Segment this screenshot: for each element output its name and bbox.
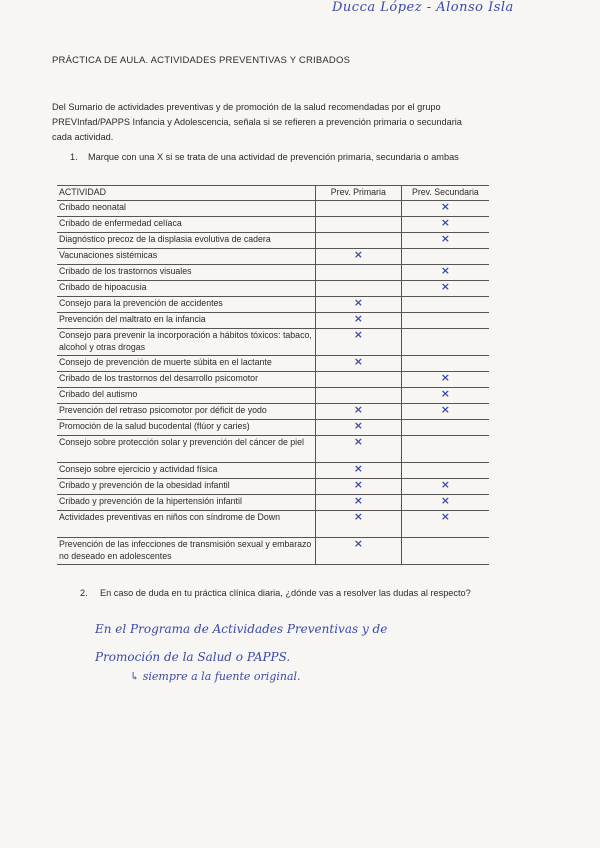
secundaria-mark: × [440, 232, 450, 245]
activity-cell: Cribado del autismo [57, 388, 315, 404]
activity-cell: Cribado de los trastornos del desarrollo psicomotor [57, 372, 315, 388]
table-row [57, 495, 489, 511]
primaria-mark: × [353, 462, 363, 475]
secundaria-cell [401, 329, 489, 356]
activity-cell: Consejo sobre ejercicio y actividad física [57, 463, 315, 479]
primaria-mark: × [353, 478, 363, 491]
secundaria-cell [401, 388, 489, 404]
primaria-cell [315, 404, 401, 420]
question-1-text: Marque con una X si se trata de una actividad de prevención primaria, secundaria o ambas [88, 152, 459, 162]
table-row [57, 201, 489, 217]
primaria-cell [315, 538, 401, 565]
secundaria-cell [401, 265, 489, 281]
primaria-cell [315, 313, 401, 329]
activity-cell: Cribado neonatal [57, 201, 315, 217]
secundaria-cell [401, 538, 489, 565]
primaria-mark: × [353, 419, 363, 432]
table-row [57, 436, 489, 463]
table-body [57, 201, 489, 565]
primaria-mark: × [353, 248, 363, 261]
primaria-cell [315, 297, 401, 313]
secundaria-cell [401, 249, 489, 265]
primaria-cell [315, 356, 401, 372]
secundaria-cell [401, 511, 489, 538]
secundaria-cell [401, 297, 489, 313]
primaria-mark: × [353, 403, 363, 416]
answer-line-2: Promoción de la Salud o PAPPS. [95, 650, 291, 664]
table-row [57, 404, 489, 420]
secundaria-cell [401, 495, 489, 511]
table-row [57, 297, 489, 313]
table-row [57, 217, 489, 233]
table-row [57, 511, 489, 538]
activity-cell: Consejo sobre protección solar y prevención del cáncer de piel [57, 436, 315, 463]
primaria-cell [315, 329, 401, 356]
page-title: PRÁCTICA DE AULA. ACTIVIDADES PREVENTIVAS Y CRIBADOS [52, 55, 351, 66]
secundaria-cell [401, 201, 489, 217]
table-row [57, 281, 489, 297]
table-row [57, 420, 489, 436]
secundaria-cell [401, 281, 489, 297]
secundaria-cell [401, 420, 489, 436]
secundaria-mark: × [440, 510, 450, 523]
table-header-row [57, 186, 489, 201]
secundaria-mark: × [440, 216, 450, 229]
primaria-cell [315, 281, 401, 297]
student-name-handwriting: Ducca López - Alonso Isla [332, 0, 514, 15]
primaria-mark: × [353, 312, 363, 325]
secundaria-mark: × [440, 200, 450, 213]
activity-cell: Prevención de las infecciones de transmisión sexual y embarazo no deseado en adolescentes [57, 538, 315, 565]
primaria-cell [315, 495, 401, 511]
activity-cell: Prevención del maltrato en la infancia [57, 313, 315, 329]
activity-cell: Actividades preventivas en niños con síndrome de Down [57, 511, 315, 538]
primaria-cell [315, 249, 401, 265]
activities-table [57, 185, 489, 565]
primaria-cell [315, 265, 401, 281]
table-row [57, 356, 489, 372]
question-2-text: En caso de duda en tu práctica clínica diaria, ¿dónde vas a resolver las dudas al respecto? [100, 588, 471, 598]
activity-cell: Consejo de prevención de muerte súbita en el lactante [57, 356, 315, 372]
question-1-number: 1. [70, 152, 78, 162]
answer-line-3: ↳ siempre a la fuente original. [130, 670, 301, 683]
header-prev-secundaria: Prev. Secundaria [401, 186, 489, 201]
primaria-cell [315, 420, 401, 436]
activity-cell: Diagnóstico precoz de la displasia evolutiva de cadera [57, 233, 315, 249]
table-row [57, 313, 489, 329]
primaria-cell [315, 233, 401, 249]
primaria-mark: × [353, 328, 363, 341]
secundaria-cell [401, 436, 489, 463]
secundaria-cell [401, 372, 489, 388]
table-row [57, 329, 489, 356]
primaria-cell [315, 479, 401, 495]
header-actividad: ACTIVIDAD [57, 186, 315, 201]
primaria-cell [315, 217, 401, 233]
primaria-mark: × [353, 494, 363, 507]
table-row [57, 479, 489, 495]
question-2-number: 2. [80, 588, 88, 598]
activity-cell: Promoción de la salud bucodental (flúor y caries) [57, 420, 315, 436]
table-row [57, 538, 489, 565]
table-row [57, 249, 489, 265]
secundaria-mark: × [440, 403, 450, 416]
secundaria-cell [401, 356, 489, 372]
secundaria-cell [401, 463, 489, 479]
intro-paragraph: Del Sumario de actividades preventivas y de promoción de la salud recomendadas por el grupo PREVInfad/PAPPS Infancia y Adolescencia, señala si se refieren a prevención primaria o secundaria cada actividad. [52, 102, 462, 142]
secundaria-mark: × [440, 494, 450, 507]
activity-cell: Vacunaciones sistémicas [57, 249, 315, 265]
secundaria-cell [401, 404, 489, 420]
secundaria-cell [401, 233, 489, 249]
secundaria-mark: × [440, 280, 450, 293]
primaria-mark: × [353, 296, 363, 309]
table-row [57, 372, 489, 388]
secundaria-cell [401, 313, 489, 329]
primaria-cell [315, 463, 401, 479]
primaria-cell [315, 388, 401, 404]
primaria-cell [315, 201, 401, 217]
primaria-mark: × [353, 510, 363, 523]
secundaria-cell [401, 479, 489, 495]
header-prev-primaria: Prev. Primaria [315, 186, 401, 201]
secundaria-cell [401, 217, 489, 233]
activity-cell: Prevención del retraso psicomotor por déficit de yodo [57, 404, 315, 420]
primaria-mark: × [353, 435, 363, 448]
primaria-mark: × [353, 537, 363, 550]
activity-cell: Consejo para la prevención de accidentes [57, 297, 315, 313]
secundaria-mark: × [440, 478, 450, 491]
table-row [57, 233, 489, 249]
activity-cell: Cribado de enfermedad celíaca [57, 217, 315, 233]
primaria-mark: × [353, 355, 363, 368]
primaria-cell [315, 372, 401, 388]
activity-cell: Cribado y prevención de la hipertensión infantil [57, 495, 315, 511]
primaria-cell [315, 436, 401, 463]
activity-cell: Cribado de los trastornos visuales [57, 265, 315, 281]
table-row [57, 388, 489, 404]
table-row [57, 265, 489, 281]
activity-cell: Cribado y prevención de la obesidad infantil [57, 479, 315, 495]
activity-cell: Cribado de hipoacusia [57, 281, 315, 297]
primaria-cell [315, 511, 401, 538]
secundaria-mark: × [440, 264, 450, 277]
activity-cell: Consejo para prevenir la incorporación a hábitos tóxicos: tabaco, alcohol y otras drogas [57, 329, 315, 356]
secundaria-mark: × [440, 387, 450, 400]
table-row [57, 463, 489, 479]
answer-line-1: En el Programa de Actividades Preventivas y de [95, 622, 388, 636]
secundaria-mark: × [440, 371, 450, 384]
